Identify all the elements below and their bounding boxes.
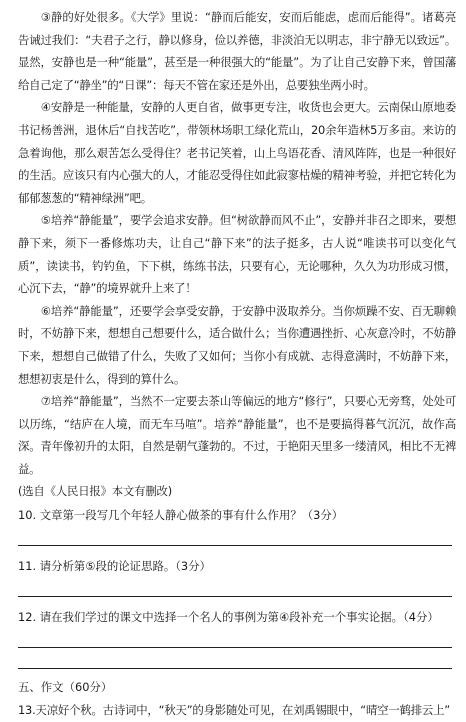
question-12-block <box>18 607 456 669</box>
section-title-composition: 五、作文（60分） <box>18 680 113 695</box>
question-10: 10. 文章第一段写几个年轻人静心做茶的事有什么作用？（3分） <box>18 508 344 523</box>
answer-line[interactable] <box>18 668 452 669</box>
paragraph-6: ⑥培养“静能量”，还要学会享受安静，于安静中汲取养分。当你烦躁不安、百无聊赖时，不妨静下来，想想自己想要什么，适合做什么；当你遭遇挫折、心灰意冷时，不妨静下来，想想自己做错了什么，失败了又如何；当你小有成就、志得意满时，不妨静下来，想想初衷是什么，得到的算什么。 <box>18 303 456 386</box>
answer-line[interactable] <box>18 647 452 648</box>
paragraph-3: ③静的好处很多。《大学》里说：“静而后能安，安而后能虑，虑而后能得”。诸葛亮告诫过我们：“夫君子之行，静以修身，俭以养德，非淡泊无以明志，非宁静无以致远”。显然，安静也是一种“能量”，甚至是一种很强大的“能量”。为了让自己安静下来，曾国藩给自己定了“静坐”的“日课”：每天不管在家还是外出，总要独坐两小时。 <box>18 10 456 92</box>
question-11: 11. 请分析第⑤段的论证思路。（3分） <box>18 559 211 574</box>
question-10-block <box>18 505 456 546</box>
paragraph-7: ⑦培养“静能量”，当然不一定要去茶山等偏远的地方“修行”，只要心无旁骛，处处可以历练，“结庐在人境，而无车马喧”。培养“静能量”，也不是要搞得暮气沉沉，故作高深。青年像初升的太阳，自然是朝气蓬勃的。不过，于艳阳天里多一缕清风，相比不无裨益。 <box>18 394 456 476</box>
source-note: (选自《人民日报》本文有删改) <box>18 484 172 499</box>
essay-prompt: 13.天凉好个秋。古诗词中，“秋天”的身影随处可见，在刘禹锡眼中，“晴空一鹤排云上” <box>18 703 450 718</box>
paragraph-4: ④安静是一种能量，安静的人更自省，做事更专注，收货也会更大。云南保山原地委书记杨善洲，退休后“自找苦吃”，带领林场职工绿化荒山，20余年造林5万多亩。来访的急着询他，那么艰苦怎么受得住？老书记笑着，山上鸟语花香、清风阵阵，也是一种很好的生活。应该只有内心强大的人，才能忍受得住如此寂寥枯燥的精神考验，并把它转化为郁郁葱葱的“精神绿洲”吧。 <box>18 100 456 205</box>
answer-line[interactable] <box>18 596 452 597</box>
paragraph-5: ⑤培养“静能量”，要学会追求安静。但“树欲静而风不止”，安静并非召之即来，要想静下来，须下一番修炼功夫，让自己“静下来”的法子挺多，古人说“唯读书可以变化气质”，读读书，钓钓鱼，下下棋，练练书法，只要有心，无论哪种，久久为功形成习惯，心沉下去，“静”的境界就升上来了！ <box>18 213 456 296</box>
question-11-block <box>18 556 456 597</box>
answer-line[interactable] <box>18 545 452 546</box>
question-12: 12. 请在我们学过的课文中选择一个名人的事例为第④段补充一个事实论据。（4分） <box>18 610 439 625</box>
